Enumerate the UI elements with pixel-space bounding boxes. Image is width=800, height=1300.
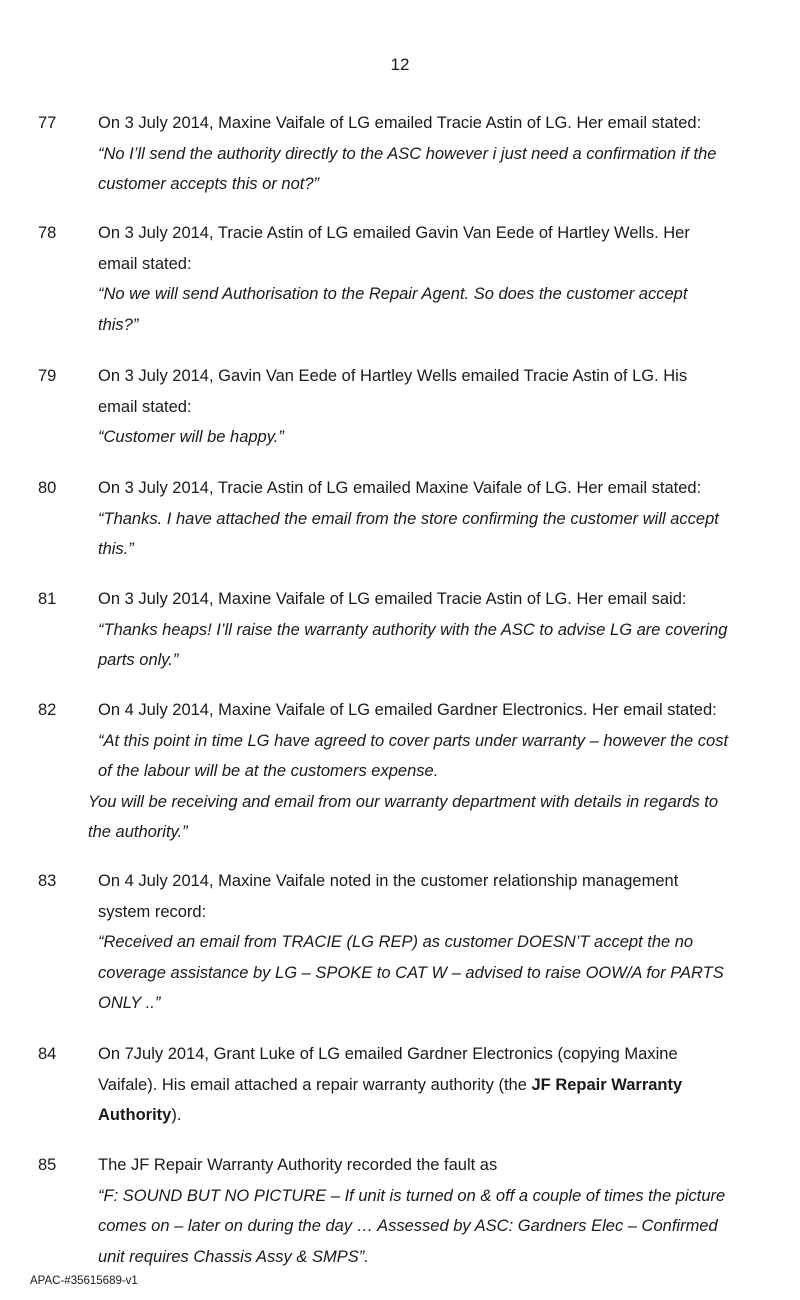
- email-quote: “No we will send Authorisation to the Repair Agent. So does the customer accept: [98, 285, 688, 303]
- paragraph-text: On 3 July 2014, Tracie Astin of LG emailed Maxine Vaifale of LG. Her email stated:: [98, 479, 702, 497]
- paragraph-body: [98, 108, 778, 200]
- paragraph-text: On 3 July 2014, Maxine Vaifale of LG emailed Tracie Astin of LG. Her email stated:: [98, 114, 702, 132]
- document-id-footer: APAC-#35615689-v1: [30, 1275, 138, 1287]
- email-quote: customer accepts this or not?”: [98, 175, 320, 193]
- paragraph-body: [98, 473, 778, 565]
- email-quote: “Thanks. I have attached the email from the store confirming the customer will accept: [98, 509, 719, 528]
- paragraph-body: [88, 695, 778, 848]
- email-quote: “Thanks heaps! I’ll raise the warranty authority with the ASC to advise LG are covering: [98, 620, 728, 639]
- fault-quote: “F: SOUND BUT NO PICTURE – If unit is turned on & off a couple of times the picture: [98, 1186, 726, 1205]
- paragraph-text: On 7July 2014, Grant Luke of LG emailed Gardner Electronics (copying Maxine: [98, 1045, 678, 1063]
- paragraph-number: 77: [38, 114, 57, 132]
- email-quote: parts only.”: [98, 651, 179, 669]
- fault-quote: comes on – later on during the day … Assessed by ASC: Gardners Elec – Confirmed: [98, 1217, 718, 1235]
- defined-term: Authority: [98, 1106, 172, 1124]
- paragraph-body: [98, 218, 778, 340]
- paragraph-text-plain: Vaifale). His email attached a repair warranty authority (the: [98, 1075, 532, 1094]
- email-quote: “Received an email from TRACIE (LG REP) as customer DOESN’T accept the no: [98, 933, 694, 951]
- email-quote: “At this point in time LG have agreed to cover parts under warranty – however the cost: [98, 731, 729, 750]
- paragraph-body: [98, 866, 778, 1019]
- paragraph-text: [98, 1070, 778, 1101]
- paragraph-body: [98, 361, 778, 453]
- paragraph-number: 81: [38, 590, 57, 608]
- page-number: 12: [390, 55, 410, 74]
- paragraph-number: 80: [38, 479, 57, 497]
- paragraph-number: 79: [38, 367, 57, 385]
- paragraph-text: email stated:: [98, 254, 192, 273]
- email-quote: ONLY ..”: [98, 994, 161, 1012]
- paragraph-text: On 3 July 2014, Tracie Astin of LG emailed Gavin Van Eede of Hartley Wells. Her: [98, 224, 690, 242]
- paragraph-number: 78: [38, 224, 57, 242]
- paragraph-body: [98, 1150, 778, 1272]
- paragraph-number: 83: [38, 872, 57, 890]
- email-quote: the authority.”: [88, 823, 188, 841]
- paragraph-body: [98, 584, 778, 676]
- fault-quote: unit requires Chassis Assy & SMPS”.: [98, 1247, 369, 1266]
- paragraph-text: On 4 July 2014, Maxine Vaifale of LG emailed Gardner Electronics. Her email stated:: [98, 701, 717, 719]
- email-quote: “Customer will be happy.”: [98, 428, 284, 446]
- paragraph-text-plain: ).: [171, 1106, 182, 1124]
- paragraph-text: The JF Repair Warranty Authority recorded the fault as: [98, 1156, 498, 1174]
- paragraph-number: 84: [38, 1045, 57, 1063]
- email-quote: You will be receiving and email from our warranty department with details in regards to: [88, 792, 719, 811]
- paragraph-text: On 3 July 2014, Gavin Van Eede of Hartley Wells emailed Tracie Astin of LG. His: [98, 367, 688, 385]
- email-quote: of the labour will be at the customers expense.: [98, 762, 439, 780]
- paragraph-number: 85: [38, 1156, 57, 1174]
- paragraph-number: 82: [38, 701, 57, 719]
- paragraph-body: [98, 1039, 778, 1131]
- email-quote: this?”: [98, 315, 139, 334]
- defined-term: JF Repair Warranty: [531, 1075, 683, 1094]
- paragraph-text: On 4 July 2014, Maxine Vaifale noted in the customer relationship management: [98, 872, 679, 890]
- paragraph-text: email stated:: [98, 397, 192, 416]
- paragraph-text: system record:: [98, 902, 207, 921]
- paragraph-text: [98, 1100, 778, 1131]
- paragraph-text: On 3 July 2014, Maxine Vaifale of LG emailed Tracie Astin of LG. Her email said:: [98, 590, 687, 608]
- email-quote: coverage assistance by LG – SPOKE to CAT W – advised to raise OOW/A for PARTS: [98, 963, 724, 982]
- email-quote: “No I’ll send the authority directly to the ASC however i just need a confirmation if the: [98, 144, 717, 163]
- email-quote: this.”: [98, 540, 134, 558]
